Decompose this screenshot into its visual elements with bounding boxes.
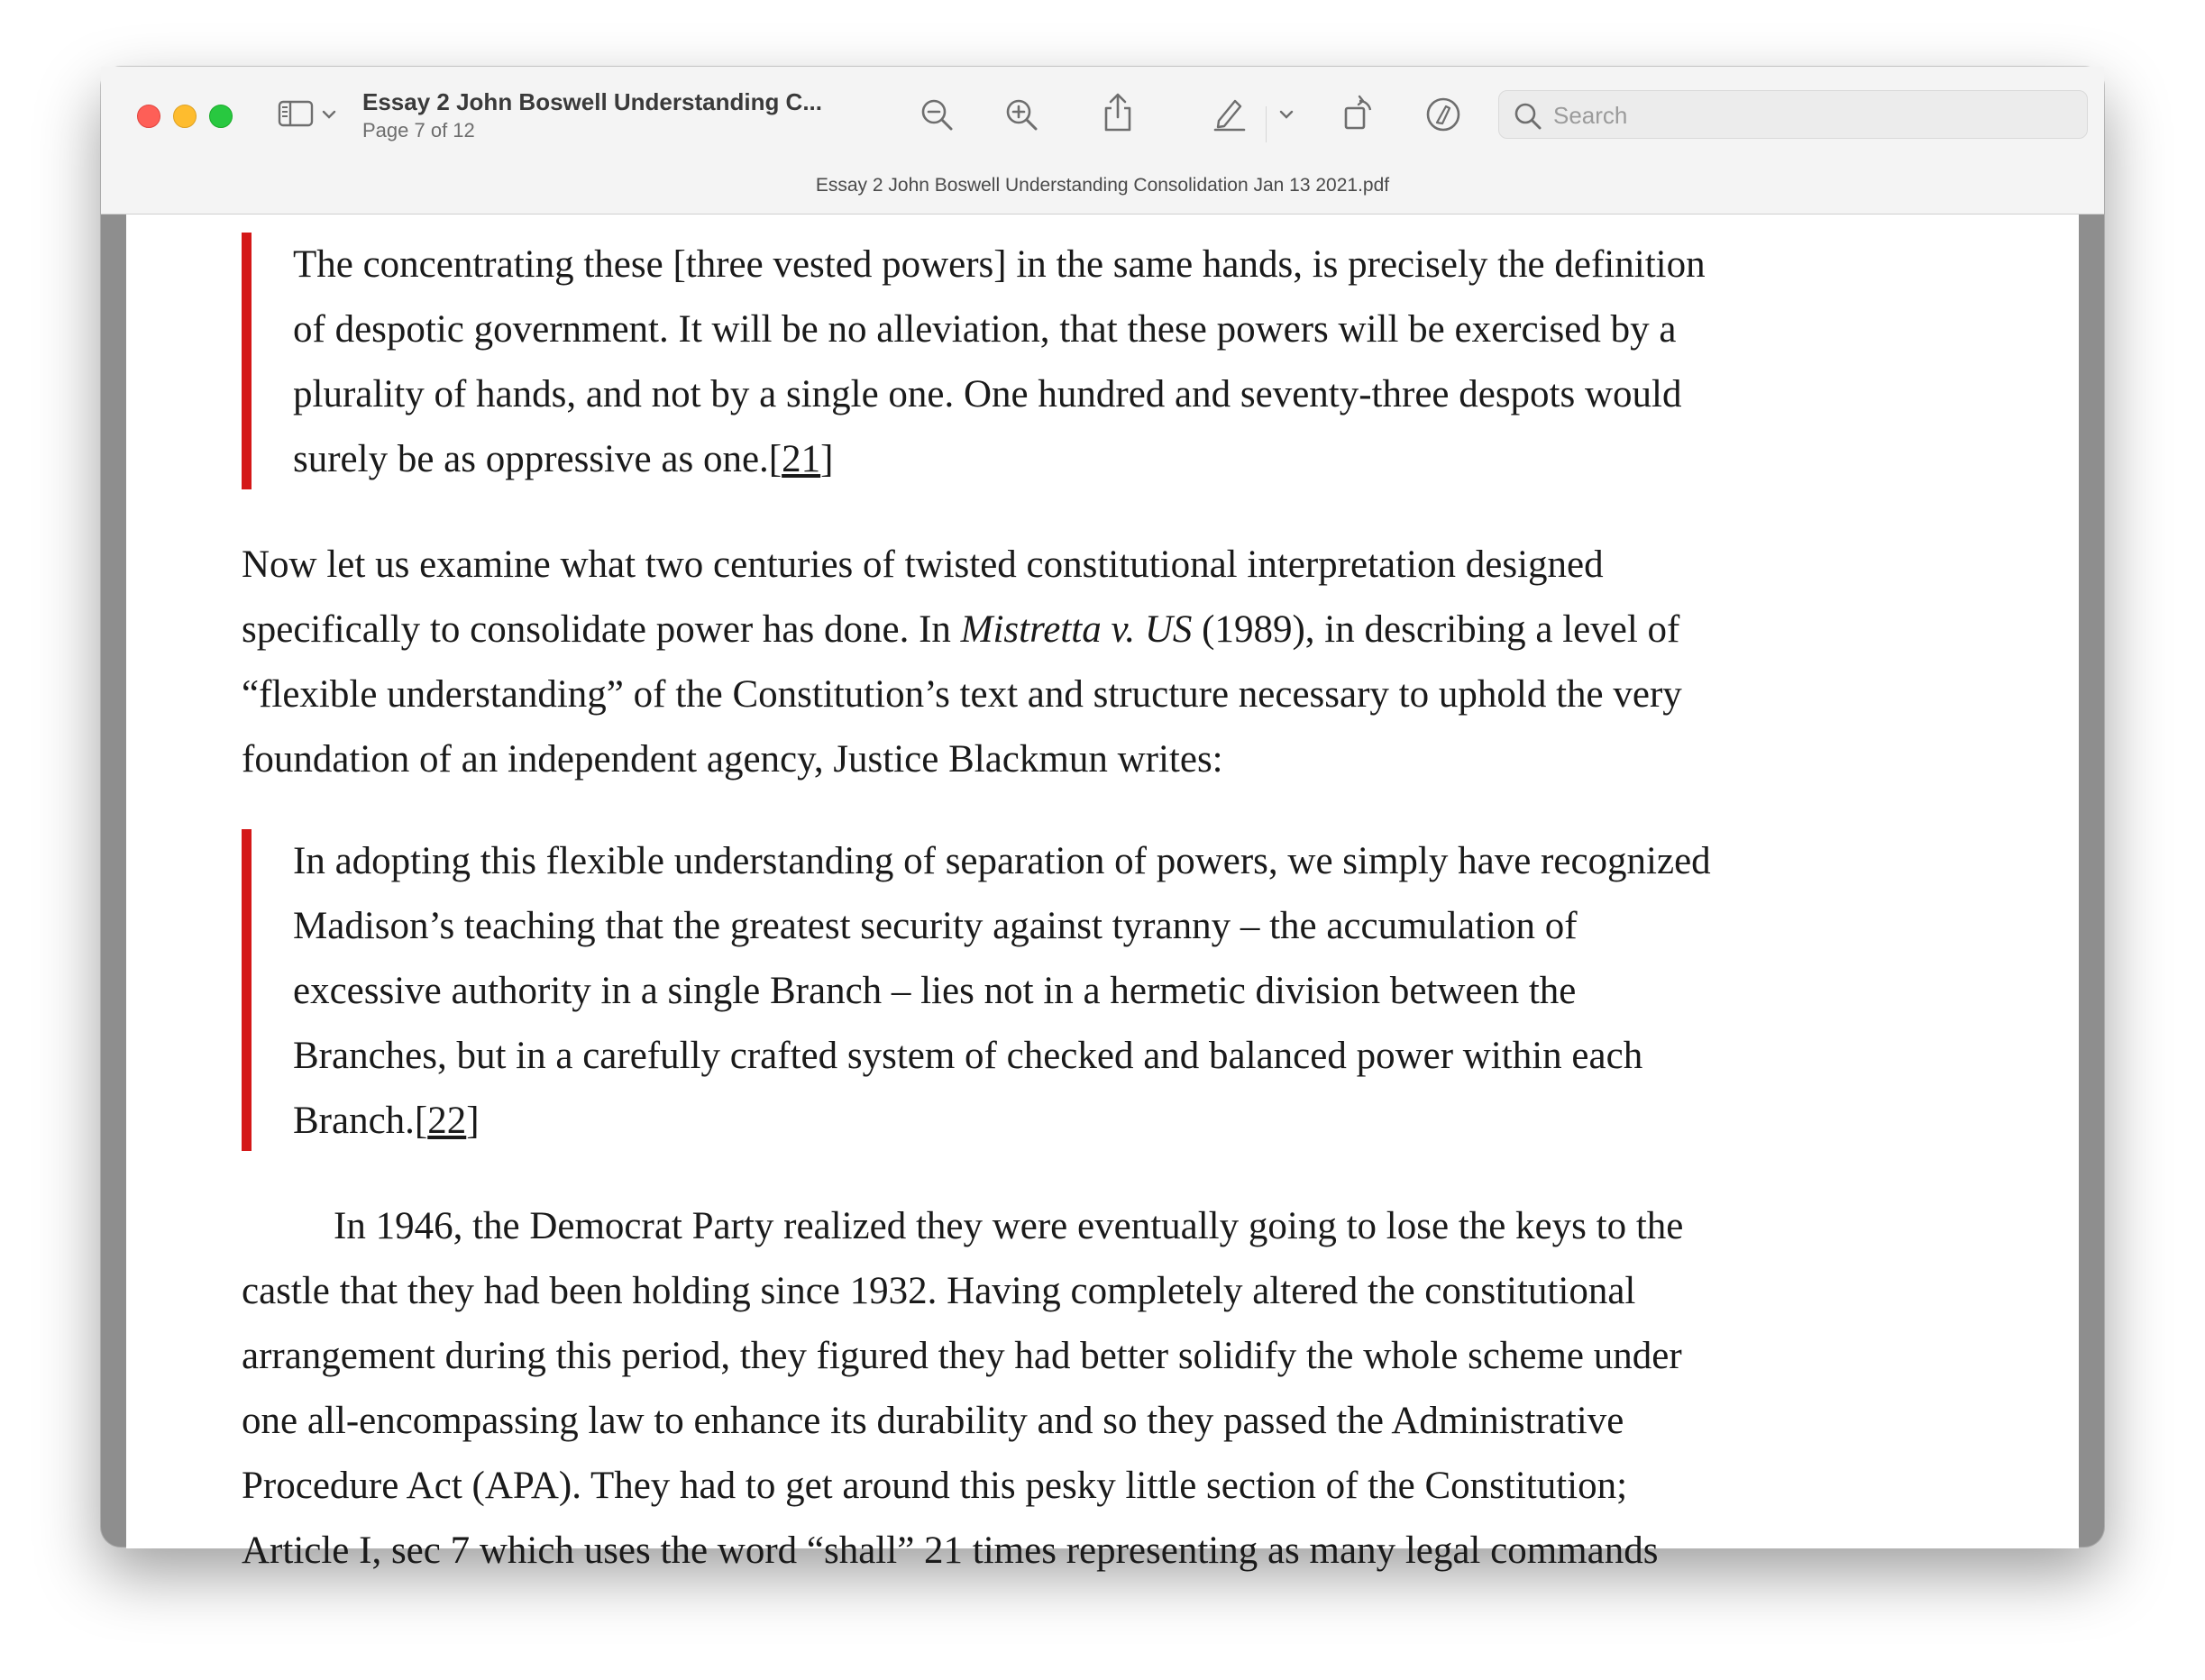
quote-line: plurality of hands, and not by a single one. One hundred and seventy-three despots would (293, 373, 1682, 415)
case-name: Mistretta v. US (960, 608, 1193, 651)
paragraph-line: one all-encompassing law to enhance its durability and so they passed the Administrative (242, 1400, 1624, 1442)
paragraph (242, 1194, 1954, 1584)
paragraph-line: Procedure Act (APA). They had to get around this pesky little section of the Constitution; (242, 1465, 1628, 1507)
toolbar (101, 67, 2104, 215)
minimize-window-button[interactable] (173, 105, 197, 128)
quote-line: The concentrating these [three vested powers] in the same hands, is precisely the definition (293, 243, 1706, 286)
paragraph-line (242, 598, 1954, 662)
bracket-close: ] (820, 438, 834, 480)
sidebar-icon (278, 99, 314, 128)
markup-button[interactable] (1424, 96, 1462, 133)
search-icon (1514, 102, 1542, 135)
toolbar-divider (1266, 106, 1267, 142)
block-quote (242, 233, 1954, 489)
paragraph-line: foundation of an independent agency, Justice Blackmun writes: (242, 738, 1223, 781)
pencil-icon (1210, 94, 1249, 133)
quote-line: Madison’s teaching that the greatest security against tyranny – the accumulation of (293, 905, 1578, 947)
paragraph-line: In 1946, the Democrat Party realized they were eventually going to lose the keys to the (334, 1205, 1684, 1247)
zoom-in-icon (1002, 96, 1042, 135)
quote-line: excessive authority in a single Branch – lies not in a hermetic division between the (293, 970, 1577, 1012)
paragraph (242, 533, 1954, 792)
zoom-out-icon (918, 96, 957, 135)
paragraph-text: (1989), in describing a level of (1192, 608, 1680, 651)
block-quote (242, 829, 1954, 1151)
paragraph-text: specifically to consolidate power has done. In (242, 608, 961, 651)
chevron-down-icon (1278, 108, 1295, 121)
quote-text: surely be as oppressive as one.[ (293, 438, 782, 480)
quote-line: of despotic government. It will be no alleviation, that these powers will be exercised by a (293, 308, 1677, 351)
chevron-down-icon (321, 108, 337, 121)
page-indicator: Page 7 of 12 (362, 119, 475, 142)
highlight-button[interactable] (1210, 94, 1249, 133)
search-field[interactable] (1498, 90, 2088, 139)
rotate-button[interactable] (1340, 94, 1379, 133)
sidebar-options-button[interactable] (321, 108, 337, 121)
quote-line: In adopting this flexible understanding of separation of powers, we simply have recognized (293, 840, 1711, 882)
close-window-button[interactable] (137, 105, 160, 128)
sidebar-toggle-button[interactable] (278, 99, 314, 128)
quote-line (293, 427, 1954, 492)
quote-line (293, 1089, 1954, 1154)
paragraph-line: castle that they had been holding since 1932. Having completely altered the constitutional (242, 1270, 1636, 1312)
paragraph-line: Now let us examine what two centuries of twisted constitutional interpretation designed (242, 543, 1604, 586)
rotate-icon (1340, 94, 1379, 133)
quote-line: Branches, but in a carefully crafted system of checked and balanced power within each (293, 1035, 1643, 1077)
zoom-out-button[interactable] (918, 96, 957, 135)
file-name-label: Essay 2 John Boswell Understanding Consolidation Jan 13 2021.pdf (815, 175, 1390, 196)
share-button[interactable] (1100, 92, 1136, 133)
search-input[interactable] (1551, 98, 2069, 132)
zoom-window-button[interactable] (209, 105, 233, 128)
pdf-page[interactable] (126, 215, 2079, 1572)
document-title: Essay 2 John Boswell Understanding C... (362, 88, 823, 115)
share-icon (1100, 92, 1136, 133)
highlight-options-button[interactable] (1278, 108, 1295, 121)
paragraph-line: Article I, sec 7 which uses the word “shall” 21 times representing as many legal commands (242, 1529, 1659, 1572)
footnote-link-21[interactable]: 21 (782, 438, 821, 480)
quote-text: Branch.[ (293, 1100, 428, 1142)
preview-window (101, 67, 2104, 1572)
paragraph-line: arrangement during this period, they figured they had better solidify the whole scheme under (242, 1335, 1682, 1377)
paragraph-line: “flexible understanding” of the Constitution’s text and structure necessary to uphold the very (242, 673, 1682, 716)
bracket-close: ] (466, 1100, 480, 1142)
markup-icon (1424, 96, 1462, 133)
footnote-link-22[interactable]: 22 (427, 1100, 467, 1142)
zoom-in-button[interactable] (1002, 96, 1042, 135)
